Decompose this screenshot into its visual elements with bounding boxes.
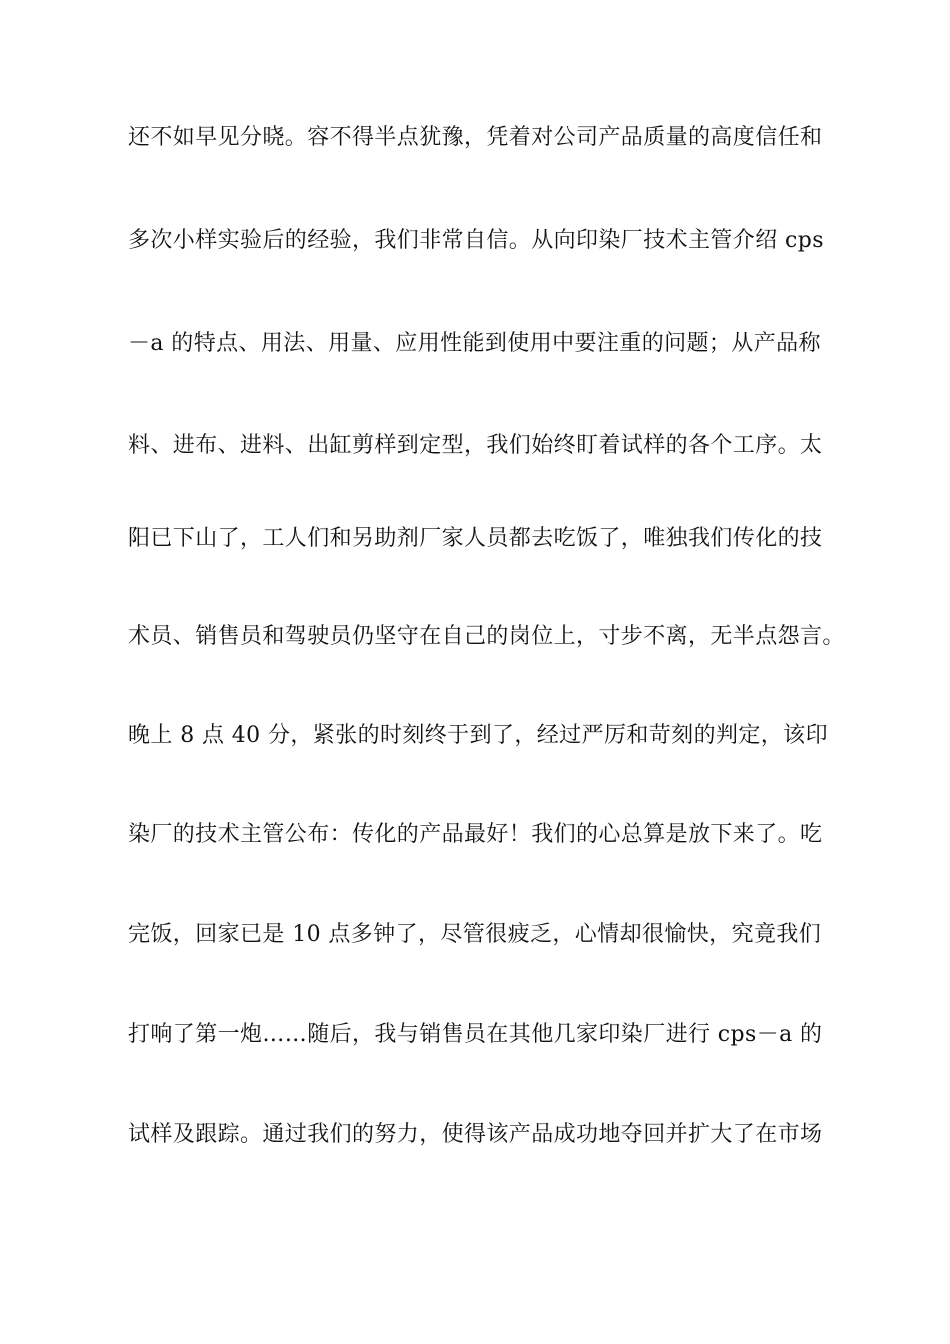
text-line: 阳已下山了，工人们和另助剂厂家人员都去吃饭了，唯独我们传化的技 <box>128 526 823 551</box>
text-line: 多次小样实验后的经验，我们非常自信。从向印染厂技术主管介绍 cps <box>128 228 824 253</box>
text-line: 打响了第一炮……随后，我与销售员在其他几家印染厂进行 cps－a 的 <box>128 1022 823 1047</box>
text-line: 完饭，回家已是 10 点多钟了，尽管很疲乏，心情却很愉快，究竟我们 <box>128 922 822 947</box>
text-line: －a 的特点、用法、用量、应用性能到使用中要注重的问题；从产品称 <box>128 331 821 356</box>
text-line: 料、进布、进料、出缸剪样到定型，我们始终盯着试样的各个工序。太 <box>128 433 823 458</box>
text-line: 试样及跟踪。通过我们的努力，使得该产品成功地夺回并扩大了在市场 <box>128 1122 823 1147</box>
text-line: 晚上 8 点 40 分，紧张的时刻终于到了，经过严厉和苛刻的判定，该印 <box>128 723 828 748</box>
text-line: 术员、销售员和驾驶员仍坚守在自己的岗位上，寸步不离，无半点怨言。 <box>128 624 845 649</box>
text-line: 染厂的技术主管公布：传化的产品最好！我们的心总算是放下来了。吃 <box>128 822 823 847</box>
text-line: 还不如早见分晓。容不得半点犹豫，凭着对公司产品质量的高度信任和 <box>128 125 823 150</box>
